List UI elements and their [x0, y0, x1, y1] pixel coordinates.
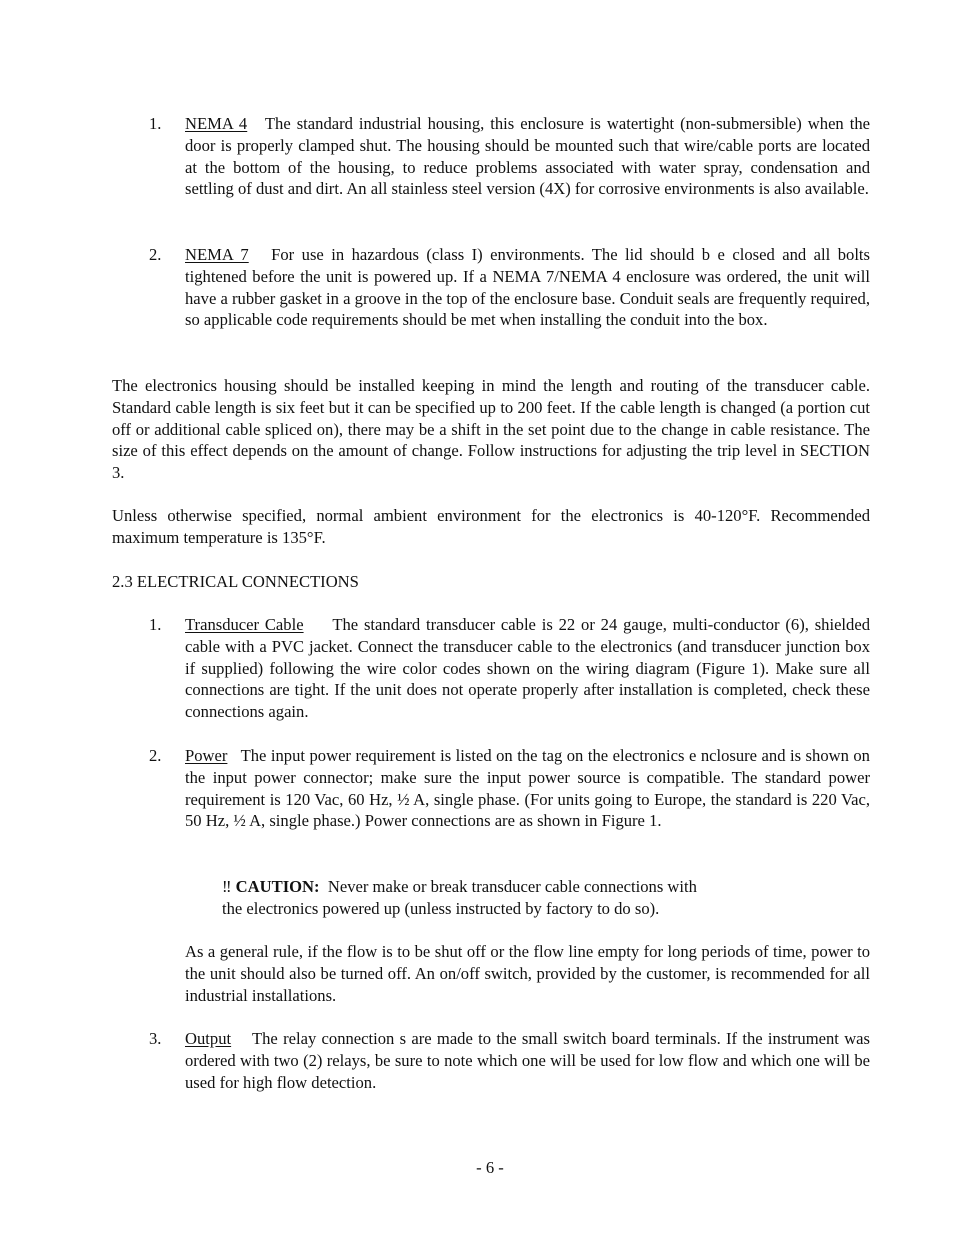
caution-text: Never make or break transducer cable connections with: [327, 877, 697, 896]
list-number: 3.: [149, 1029, 162, 1048]
caution-label: CAUTION:: [235, 877, 320, 896]
list-item-body: [185, 614, 870, 723]
item-text: The relay connection s are made to the small switch board terminals. If the instrument was ordered with two (2) relays, be sure to note which one will be used for low flow and which one will be used for high flow detection.: [185, 1029, 870, 1092]
list-item-body: [185, 745, 870, 832]
section-heading: 2.3 ELECTRICAL CONNECTIONS: [112, 572, 359, 591]
item-title: Power: [185, 746, 228, 765]
item-title: Output: [185, 1029, 232, 1048]
list-item-body: [185, 113, 870, 200]
list-number: 2.: [149, 245, 162, 264]
caution-line-2: the electronics powered up (unless instructed by factory to do so).: [222, 898, 660, 918]
item-title: Transducer Cable: [185, 615, 304, 634]
list-item-body: [185, 1028, 870, 1093]
paragraph-housing: The electronics housing should be installed keeping in mind the length and routing of the transducer cable. Standard cable length is six feet but it can be specified up to 200 feet. If the cable length is changed (a portion cut off or additional cable spliced on), there may be a shift in the set point due to the change in cable resistance. The size of this effect depends on the amount of change. Follow instructions for adjusting the trip level in SECTION 3.: [112, 376, 870, 483]
item-text: The standard industrial housing, this enclosure is watertight (non-submersible) when the door is properly clamped shut. The housing should be mounted such that wire/cable ports are located at the bottom of the housing, to reduce problems associated with water spray, condensation and settling of dust and dirt. An all stainless steel version (4X) for corrosive environments is also available.: [185, 114, 870, 199]
list-item-body: [185, 244, 870, 331]
list-number: 1.: [149, 114, 162, 133]
item-title: NEMA 7: [185, 245, 249, 264]
warning-icon: ‼: [222, 877, 232, 896]
item-title: NEMA 4: [185, 114, 248, 133]
item-text: The input power requirement is listed on the tag on the electronics e nclosure and is shown on the input power connector; make sure the input power source is compatible. The standard power requirement is 120 Vac, 60 Hz, ½ A, single phase. (For units going to Europe, the standard is 220 Vac, 50 Hz, ½ A, single phase.) Power connections are as shown in Figure 1.: [185, 746, 870, 831]
caution-note: [222, 876, 782, 920]
item-text: The standard transducer cable is 22 or 24 gauge, multi-conductor (6), shielded cable with a PVC jacket. Connect the transducer cable to the electronics (and transducer junction box if supplied) following the wire color codes shown on the wiring diagram (Figure 1). Make sure all connections are tight. If the unit does not operate properly after installation is completed, check these connections again.: [185, 615, 870, 722]
list-number: 1.: [149, 615, 162, 634]
item-text: For use in hazardous (class I) environments. The lid should b e closed and all bolts tightened before the unit is powered up. If a NEMA 7/NEMA 4 enclosure was ordered, the unit will have a rubber gasket in a groove in the top of the enclosure base. Conduit seals are frequently required, so applicable code requirements should be met when installing the conduit into the box.: [185, 245, 870, 330]
list-number: 2.: [149, 746, 162, 765]
paragraph-ambient: Unless otherwise specified, normal ambient environment for the electronics is 40-120°F. Recommended maximum temperature is 135°F.: [112, 506, 870, 547]
paragraph-general-rule: As a general rule, if the flow is to be shut off or the flow line empty for long periods of time, power to the unit should also be turned off. An on/off switch, provided by the customer, is recommended for all industrial installations.: [185, 942, 870, 1005]
caution-line-1: [222, 876, 782, 898]
page-number: - 6 -: [476, 1158, 504, 1177]
